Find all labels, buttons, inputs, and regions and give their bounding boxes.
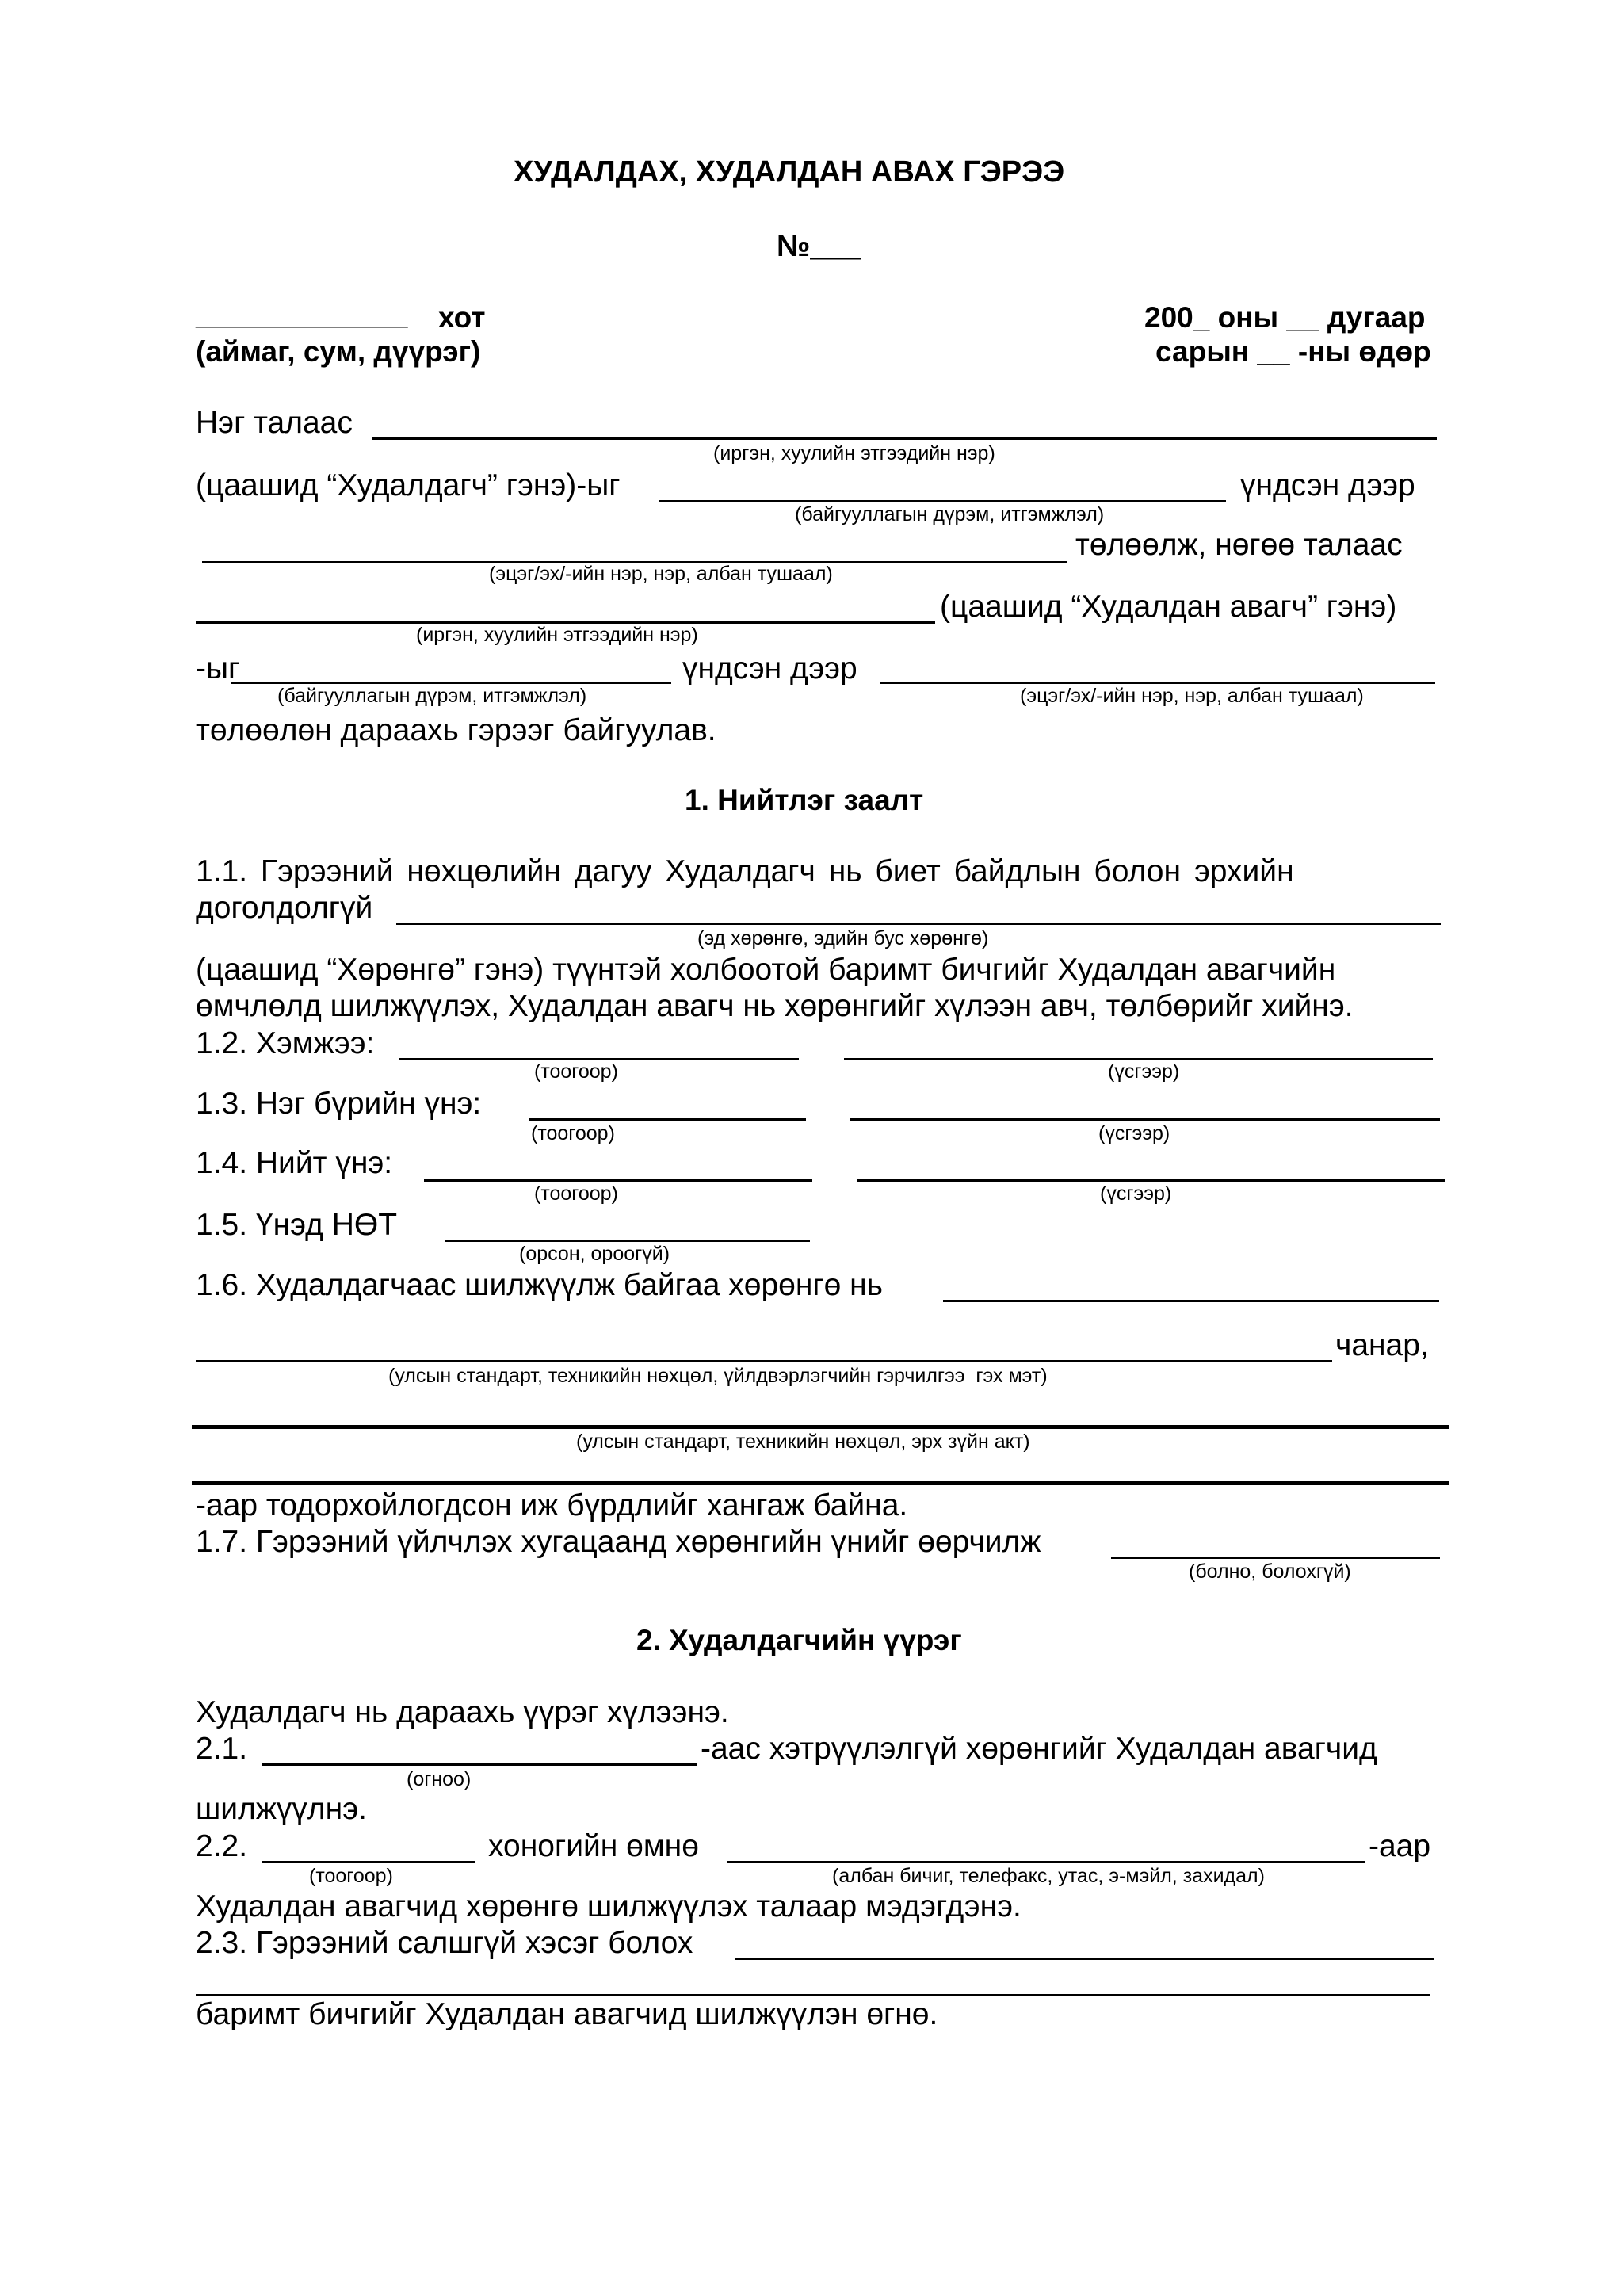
intro-line-6: төлөөлөн дараахь гэрээг байгуулав. [196, 713, 716, 747]
clause-2-2-suffix: -аар [1369, 1829, 1431, 1863]
notice-means-blank [727, 1861, 1365, 1863]
clause-2-2-prefix: 2.2. [196, 1829, 248, 1863]
property-blank [396, 923, 1441, 925]
clause-2-2-mid: хоногийн өмнө [488, 1829, 699, 1863]
intro-line-1: Нэг талаас [196, 406, 353, 440]
price-change-blank [1111, 1557, 1440, 1559]
vat-blank [445, 1240, 810, 1242]
standard-blank-4 [192, 1481, 1449, 1485]
delivery-date-blank [262, 1763, 697, 1766]
clause-1-2: 1.2. Хэмжээ: [196, 1026, 375, 1060]
section-1-heading: 1. Нийтлэг заалт [685, 784, 924, 816]
clause-1-1-line-1: 1.1. Гэрээний нөхцөлийн дагуу Худалдагч нь биет байдлын болон эрхийн [196, 854, 1294, 888]
seller-charter-blank [659, 500, 1226, 502]
total-price-words-blank [857, 1179, 1445, 1182]
standard-note-2: (улсын стандарт, техникийн нөхцөл, эрх зүйн акт) [576, 1431, 1030, 1453]
documents-blank-2 [196, 1994, 1430, 1996]
property-note: (эд хөрөнгө, эдийн бус хөрөнгө) [697, 927, 989, 949]
clause-1-6-end: -аар тодорхойлогдсон иж бүрдлийг хангаж байна. [196, 1488, 908, 1522]
unit-price-number-blank [529, 1118, 806, 1121]
clause-2-3: 2.3. Гэрээний салшгүй хэсэг болох [196, 1926, 693, 1960]
intro-line-5-prefix: -ыг [196, 651, 240, 686]
vat-note: (орсон, ороогүй) [519, 1243, 670, 1265]
intro-line-3-suffix: төлөөлж, нөгөө талаас [1075, 528, 1403, 562]
clause-2-3-end: баримт бичгийг Худалдан авагчид шилжүүлэн өгнө. [196, 1997, 938, 2031]
section-2-heading: 2. Худалдагчийн үүрэг [636, 1624, 962, 1656]
date-line-2: сарын __ -ны өдөр [1155, 335, 1431, 368]
buyer-charter-blank [231, 682, 671, 684]
quantity-number-note: (тоогоор) [534, 1060, 618, 1083]
clause-1-1-line-4: өмчлөлд шилжүүлэх, Худалдан авагч нь хөрөнгийг хүлээн авч, төлбөрийг хийнэ. [196, 989, 1354, 1023]
buyer-charter-note: (байгууллагын дүрэм, итгэмжлэл) [277, 685, 587, 707]
clause-2-1-end: шилжүүлнэ. [196, 1792, 367, 1826]
notice-means-note: (албан бичиг, телефакс, утас, э-мэйл, захидал) [832, 1865, 1265, 1887]
clause-2-2-end: Худалдан авагчид хөрөнгө шилжүүлэх талаар мэдэгдэнэ. [196, 1889, 1022, 1924]
clause-2-1-prefix: 2.1. [196, 1732, 248, 1766]
buyer-rep-blank [880, 682, 1435, 684]
buyer-rep-note: (эцэг/эх/-ийн нэр, нэр, албан тушаал) [1020, 685, 1364, 707]
price-change-note: (болно, болохгүй) [1189, 1561, 1351, 1583]
unit-price-words-note: (үсгээр) [1098, 1122, 1170, 1144]
clause-1-7: 1.7. Гэрээний үйлчлэх хугацаанд хөрөнгийн үнийг өөрчилж [196, 1525, 1041, 1559]
quantity-words-note: (үсгээр) [1108, 1060, 1180, 1083]
total-price-words-note: (үсгээр) [1100, 1182, 1172, 1205]
clause-1-5: 1.5. Үнэд НӨТ [196, 1208, 398, 1242]
unit-price-words-blank [850, 1118, 1440, 1121]
total-price-number-blank [424, 1179, 812, 1182]
intro-line-5-mid: үндсэн дээр [682, 651, 857, 686]
seller-charter-note: (байгууллагын дүрэм, итгэмжлэл) [795, 503, 1105, 525]
standard-blank-3 [192, 1425, 1449, 1429]
clause-2-1-suffix: -аас хэтрүүлэлгүй хөрөнгийг Худалдан авагчид [701, 1732, 1377, 1766]
city-label: хот [438, 301, 486, 334]
seller-name-note: (иргэн, хуулийн этгээдийн нэр) [713, 442, 995, 464]
standard-blank-1 [943, 1300, 1439, 1302]
clause-1-4: 1.4. Нийт үнэ: [196, 1146, 393, 1180]
document-title: ХУДАЛДАХ, ХУДАЛДАН АВАХ ГЭРЭЭ [514, 155, 1065, 189]
intro-line-2-prefix: (цаашид “Худалдагч” гэнэ)-ыг [196, 468, 621, 502]
notice-days-note: (тоогоор) [309, 1865, 393, 1887]
delivery-date-note: (огноо) [407, 1768, 472, 1790]
section-2-intro: Худалдагч нь дараахь үүрэг хүлээнэ. [196, 1695, 729, 1729]
standard-note-1: (улсын стандарт, техникийн нөхцөл, үйлдвэрлэгчийн гэрчилгээ гэх мэт) [388, 1365, 1048, 1387]
clause-1-6: 1.6. Худалдагчаас шилжүүлж байгаа хөрөнгө нь [196, 1268, 883, 1302]
standard-blank-2 [196, 1360, 1332, 1362]
buyer-name-note: (иргэн, хуулийн этгээдийн нэр) [416, 624, 698, 646]
notice-days-blank [262, 1861, 475, 1863]
clause-1-3: 1.3. Нэг бүрийн үнэ: [196, 1087, 482, 1121]
seller-rep-note: (эцэг/эх/-ийн нэр, нэр, албан тушаал) [489, 563, 833, 585]
total-price-number-note: (тоогоор) [534, 1182, 618, 1205]
contract-number: №___ [777, 230, 861, 263]
documents-blank-1 [735, 1958, 1434, 1960]
city-blank: _____________ [196, 298, 408, 330]
clause-1-1-line-2: доголдолгүй [196, 891, 373, 925]
intro-line-4-suffix: (цаашид “Худалдан авагч” гэнэ) [940, 590, 1397, 624]
clause-1-6-quality: чанар, [1335, 1328, 1429, 1362]
date-line-1: 200_ оны __ дугаар [1144, 301, 1426, 334]
unit-price-number-note: (тоогоор) [531, 1122, 615, 1144]
intro-line-2-suffix: үндсэн дээр [1240, 468, 1415, 502]
city-note: (аймаг, сум, дүүрэг) [196, 335, 481, 368]
seller-name-blank [372, 437, 1437, 440]
clause-1-1-line-3: (цаашид “Хөрөнгө” гэнэ) түүнтэй холбоотой баримт бичгийг Худалдан авагчийн [196, 953, 1336, 987]
